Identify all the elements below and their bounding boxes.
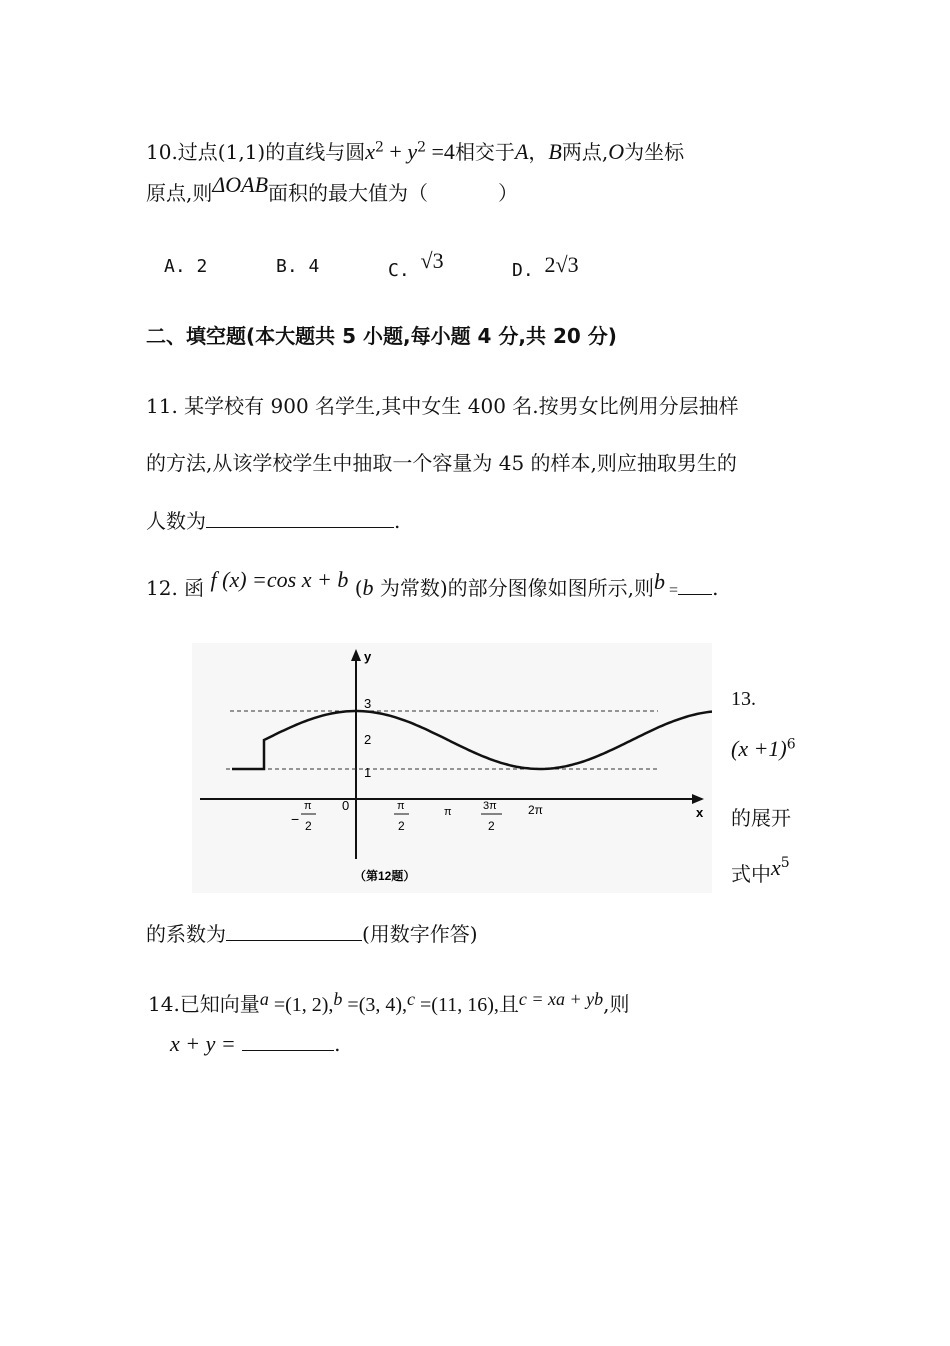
x-axis-label: x xyxy=(696,805,704,820)
x-tick-pi: π xyxy=(444,806,452,818)
q14-combo: = xa + yb xyxy=(526,989,604,1009)
y-tick-3: 3 xyxy=(364,696,372,711)
option-label: A. xyxy=(164,256,186,277)
q12-var-b: b xyxy=(362,575,374,600)
graph-background xyxy=(192,643,712,893)
q10-option-d xyxy=(512,252,579,282)
q10-comma: ， xyxy=(528,140,549,164)
q12-period: . xyxy=(712,576,719,600)
x-tick-three-half-pi-den: 2 xyxy=(488,819,495,833)
q14-vec-c: c xyxy=(407,989,416,1009)
triangle-oab: ΔOAB xyxy=(212,172,269,197)
option-label: C. xyxy=(388,260,410,281)
x-tick-half-pi-num: π xyxy=(397,800,405,812)
point-b: B xyxy=(548,139,562,164)
origin-label: 0 xyxy=(342,798,350,813)
q13-expr-exp: 6 xyxy=(786,736,796,753)
q13-text4: (用数字作答) xyxy=(362,922,478,946)
x-tick-two-pi: 2π xyxy=(528,803,543,817)
circle-x: x xyxy=(365,139,375,164)
circle-exp1: 2 xyxy=(374,139,384,156)
q13-x5: x xyxy=(771,855,781,880)
q11-line1: 11. 某学校有 900 名学生,其中女生 400 名.按男女比例用分层抽样 xyxy=(146,394,739,418)
q10-text-f: 面积的最大值为（ xyxy=(268,181,429,205)
q11-text: 人数为 xyxy=(146,509,206,533)
x-tick-neg-half-pi-sign: − xyxy=(291,811,300,827)
answer-blank[interactable] xyxy=(242,1030,334,1051)
graph-caption: （第12题） xyxy=(354,869,416,883)
q10-text-d: 为坐标 xyxy=(624,140,685,164)
q12-function: f (x) =cos x + b xyxy=(210,567,349,592)
q13-text3: 的系数为 xyxy=(146,922,226,946)
q14-line2 xyxy=(170,1030,340,1057)
q13-line5 xyxy=(146,918,478,947)
q10-option-c xyxy=(388,248,444,282)
q11-line3 xyxy=(146,505,400,534)
q14-vec-b-val: =(3, 4), xyxy=(342,994,408,1016)
option-label: D. xyxy=(512,260,534,281)
q14-line1 xyxy=(148,988,630,1017)
q11-period: . xyxy=(394,509,401,533)
q13-x5-exp: 5 xyxy=(780,855,790,872)
option-value: 4 xyxy=(308,256,320,277)
q12-open: ( xyxy=(354,576,363,600)
point-o: O xyxy=(608,139,625,164)
q14-vec-a-val: =(1, 2), xyxy=(268,994,334,1016)
circle-eq: =4 xyxy=(426,139,455,164)
q12-prefix: 12. 函 xyxy=(146,576,205,600)
q13-text1: 的展开 xyxy=(731,806,791,830)
q10-text-c: 两点, xyxy=(561,140,609,164)
y-axis-label: y xyxy=(364,649,372,664)
q10-line1 xyxy=(146,136,684,165)
x-tick-neg-half-pi-num: π xyxy=(304,800,312,812)
answer-blank[interactable] xyxy=(226,920,362,941)
q13-expr: (x +1) xyxy=(731,736,787,761)
point-a: A xyxy=(514,139,529,164)
q10-text-a: 10.过点(1,1)的直线与圆 xyxy=(146,140,366,164)
q10-line2 xyxy=(146,172,519,206)
q14-vec-a: a xyxy=(259,989,269,1009)
section-heading: 二、填空题(本大题共 5 小题,每小题 4 分,共 20 分) xyxy=(146,324,617,348)
q11-line2: 的方法,从该学校学生中抽取一个容量为 45 的样本,则应抽取男生的 xyxy=(146,451,737,475)
circle-plus: + xyxy=(383,139,408,164)
q10-text-e: 原点,则 xyxy=(146,181,213,205)
q14-vec-b: b xyxy=(333,989,343,1009)
answer-blank[interactable] xyxy=(678,574,712,595)
q13-expression xyxy=(731,736,796,762)
cosine-graph xyxy=(192,643,712,893)
q14-vec-c-val: =(11, 16),且 xyxy=(415,994,519,1016)
q10-text-g: ） xyxy=(498,181,519,205)
q14-vec-c2: c xyxy=(518,989,527,1009)
q14-sum: x + y = xyxy=(170,1031,236,1056)
y-tick-1: 1 xyxy=(364,765,372,780)
option-value: 2√3 xyxy=(544,252,579,277)
answer-blank[interactable] xyxy=(206,507,394,528)
q14-then: ,则 xyxy=(603,992,630,1016)
y-tick-2: 2 xyxy=(364,732,372,747)
q10-option-a xyxy=(164,256,207,277)
q10-option-b xyxy=(276,256,319,277)
q12-middle: 为常数)的部分图像如图所示,则 xyxy=(379,576,655,600)
q13-number: 13. xyxy=(731,688,756,710)
q10-text-b: 相交于 xyxy=(454,140,515,164)
q13-text2: 式中 xyxy=(731,862,771,886)
q12-line xyxy=(146,567,719,601)
x-tick-half-pi-den: 2 xyxy=(398,819,405,833)
q12-eq: = xyxy=(665,582,679,599)
option-value: 2 xyxy=(196,256,208,277)
circle-y: y xyxy=(407,139,418,164)
circle-exp2: 2 xyxy=(417,139,427,156)
q14-period: . xyxy=(334,1032,341,1056)
option-value: √3 xyxy=(420,248,444,273)
q13-line4 xyxy=(731,855,790,887)
option-label: B. xyxy=(276,256,298,277)
x-tick-neg-half-pi-den: 2 xyxy=(305,819,312,833)
x-tick-three-half-pi-num: 3π xyxy=(483,800,497,812)
q14-prefix: 14.已知向量 xyxy=(148,992,260,1016)
q12-var-b2: b xyxy=(654,569,666,594)
